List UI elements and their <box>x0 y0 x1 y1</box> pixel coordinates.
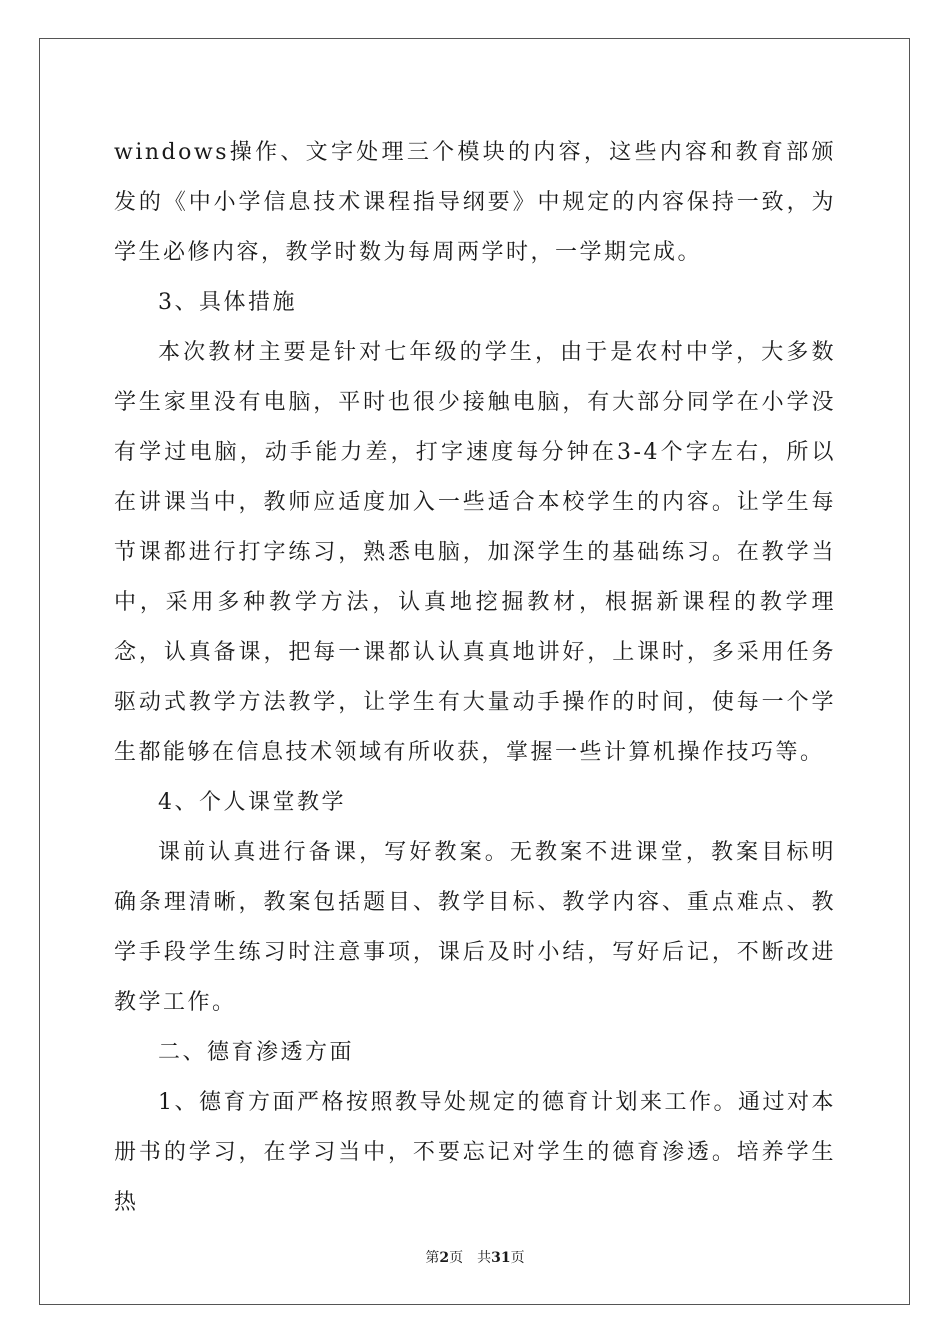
heading-moral-education: 二、德育渗透方面 <box>158 1040 355 1065</box>
paragraph-moral-plan: 1、德育方面严格按照教导处规定的德育计划来工作。通过对本册书的学习，在学习当中，不要忘记对学生的德育渗透。培养学生热 <box>114 1090 836 1215</box>
paragraph-measures: 本次教材主要是针对七年级的学生，由于是农村中学，大多数学生家里没有电脑，平时也很少接触电脑，有大部分同学在小学没有学过电脑，动手能力差，打字速度每分钟在3-4个字左右，所以在讲课当中，教师应适度加入一些适合本校学生的内容。让学生每节课都进行打字练习，熟悉电脑，加深学生的基础练习。在教学当中，采用多种教学方法，认真地挖掘教材，根据新课程的教学理念，认真备课，把每一课都认认真真地讲好，上课时，多采用任务驱动式教学方法教学，让学生有大量动手操作的时间，使每一个学生都能够在信息技术领域有所收获，掌握一些计算机操作技巧等。 <box>114 340 836 765</box>
total-pages: 31 <box>491 1250 511 1266</box>
total-prefix: 共 <box>477 1250 492 1266</box>
paragraph-lesson-prep: 课前认真进行备课，写好教案。无教案不进课堂，教案目标明确条理清晰，教案包括题目、教学目标、教学内容、重点难点、教学手段学生练习时注意事项，课后及时小结，写好后记，不断改进教学工作。 <box>114 840 836 1015</box>
page-prefix: 第 <box>425 1250 440 1266</box>
page-number: 2 <box>439 1250 450 1266</box>
page-suffix: 页 <box>449 1250 464 1266</box>
paragraph-modules: windows操作、文字处理三个模块的内容，这些内容和教育部颁发的《中小学信息技术课程指导纲要》中规定的内容保持一致，为学生必修内容，教学时数为每周两学时，一学期完成。 <box>114 140 836 265</box>
total-suffix: 页 <box>510 1250 525 1266</box>
heading-specific-measures: 3、具体措施 <box>158 290 297 315</box>
heading-classroom-teaching: 4、个人课堂教学 <box>158 790 346 815</box>
page-footer <box>0 1247 950 1267</box>
document-body <box>114 128 836 1228</box>
